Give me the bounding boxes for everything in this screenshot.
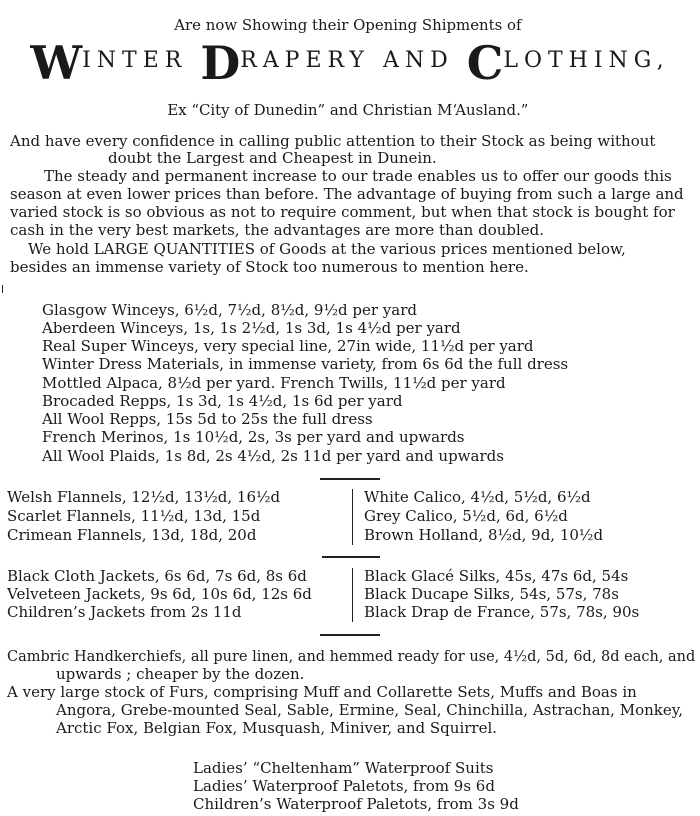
waterproof-line: Ladies’ Waterproof Paletots, from 9s 6d (193, 777, 495, 795)
wincey-line: Aberdeen Winceys, 1s, 1s 2½d, 1s 3d, 1s 4½d per yard (42, 319, 461, 337)
headline-word-clothing: LOTHING, (503, 48, 670, 73)
wincey-line: Glasgow Winceys, 6½d, 7½d, 8½d, 9½d per yard (42, 301, 417, 319)
paragraph-line: We hold LARGE QUANTITIES of Goods at the various prices mentioned below, (28, 240, 626, 258)
paragraph-line: besides an immense variety of Stock too numerous to mention here. (10, 258, 529, 276)
intro-line: Are now Showing their Opening Shipments of (174, 16, 522, 34)
flannel-line: Welsh Flannels, 12½d, 13½d, 16½d (7, 488, 281, 506)
paragraph-line: The steady and permanent increase to our trade enables us to offer our goods this (44, 167, 672, 185)
headline (0, 36, 700, 90)
silk-line: Black Ducape Silks, 54s, 57s, 78s (364, 585, 619, 603)
column-divider (352, 568, 353, 622)
flannel-line: Scarlet Flannels, 11½d, 13d, 15d (7, 507, 261, 525)
headline-cap-d: D (200, 36, 241, 90)
waterproof-line: Ladies’ “Cheltenham” Waterproof Suits (193, 759, 494, 777)
jacket-line: Black Cloth Jackets, 6s 6d, 7s 6d, 8s 6d (7, 567, 307, 585)
headline-word-drapery: RAPERY AND (240, 48, 467, 73)
paragraph-line: season at even lower prices than before. The advantage of buying from such a large and (10, 185, 684, 203)
silk-line: Black Glacé Silks, 45s, 47s 6d, 54s (364, 567, 629, 585)
wincey-line: Real Super Winceys, very special line, 27in wide, 11½d per yard (42, 337, 534, 355)
section-divider (322, 556, 380, 558)
waterproof-line: Children’s Waterproof Paletots, from 3s 9d (193, 795, 519, 813)
column-divider (352, 489, 353, 545)
paragraph-line: And have every confidence in calling public attention to their Stock as being without (10, 132, 656, 150)
wincey-line: Mottled Alpaca, 8½d per yard. French Twills, 11½d per yard (42, 374, 506, 392)
closing-line: A very large stock of Furs, comprising Muff and Collarette Sets, Muffs and Boas in (7, 683, 637, 701)
wincey-line: Brocaded Repps, 1s 3d, 1s 4½d, 1s 6d per yard (42, 392, 403, 410)
section-divider (320, 478, 380, 480)
flannel-line: Crimean Flannels, 13d, 18d, 20d (7, 526, 257, 544)
paragraph-line: cash in the very best markets, the advantages are more than doubled. (10, 221, 545, 239)
closing-line: Arctic Fox, Belgian Fox, Musquash, Miniver, and Squirrel. (56, 719, 498, 737)
jacket-line: Velveteen Jackets, 9s 6d, 10s 6d, 12s 6d (7, 585, 312, 603)
calico-line: Grey Calico, 5½d, 6d, 6½d (364, 507, 568, 525)
closing-line: upwards ; cheaper by the dozen. (56, 665, 305, 683)
wincey-line: All Wool Plaids, 1s 8d, 2s 4½d, 2s 11d per yard and upwards (42, 447, 504, 465)
headline-cap-w: W (30, 36, 83, 90)
ex-line: Ex “City of Dunedin” and Christian M‘Ausland.” (167, 101, 529, 119)
jacket-line: Children’s Jackets from 2s 11d (7, 603, 242, 621)
wincey-line: Winter Dress Materials, in immense variety, from 6s 6d the full dress (42, 355, 569, 373)
paragraph-line: doubt the Largest and Cheapest in Dunein. (108, 149, 437, 167)
wincey-line: French Merinos, 1s 10½d, 2s, 3s per yard and upwards (42, 428, 465, 446)
closing-line: Angora, Grebe-mounted Seal, Sable, Ermine, Seal, Chinchilla, Astrachan, Monkey, (56, 701, 683, 719)
calico-line: Brown Holland, 8½d, 9d, 10½d (364, 526, 604, 544)
silk-line: Black Drap de France, 57s, 78s, 90s (364, 603, 640, 621)
margin-mark (2, 285, 3, 293)
closing-line: Cambric Handkerchiefs, all pure linen, and hemmed ready for use, 4½d, 5d, 6d, 8d each, and (7, 647, 696, 665)
headline-word-winter: INTER (82, 48, 201, 73)
paragraph-line: varied stock is so obvious as not to require comment, but when that stock is bought for (10, 203, 675, 221)
headline-cap-c: C (466, 36, 504, 90)
calico-line: White Calico, 4½d, 5½d, 6½d (364, 488, 591, 506)
wincey-line: All Wool Repps, 15s 5d to 25s the full dress (42, 410, 373, 428)
section-divider (320, 634, 380, 636)
